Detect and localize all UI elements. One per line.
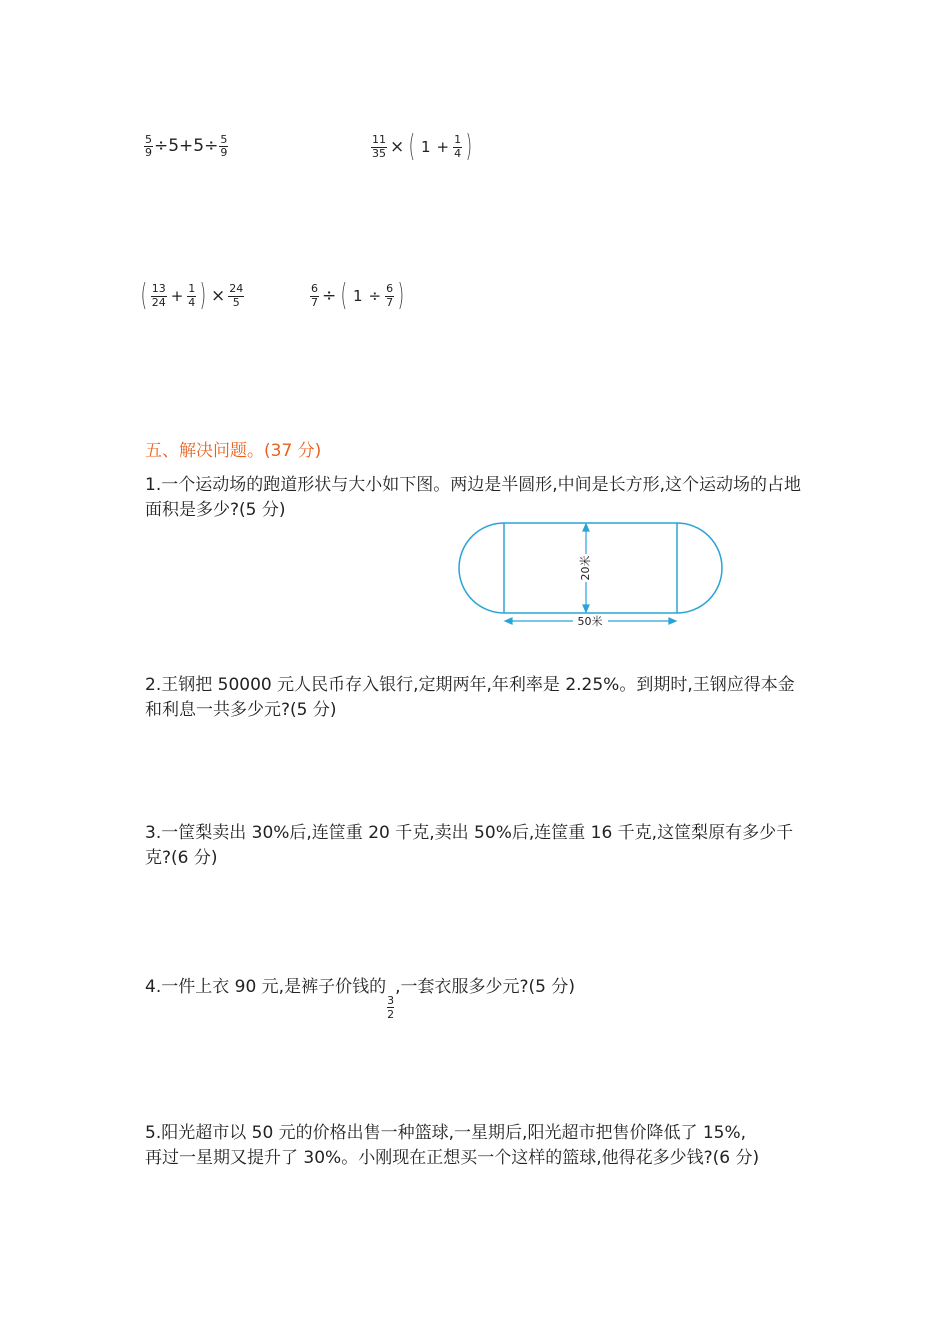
fraction: $\frac{6}{7}$	[311, 282, 318, 309]
track-diagram	[455, 518, 727, 632]
expression-text: ÷5+5÷	[154, 136, 219, 157]
arrow-head-left	[505, 618, 512, 624]
operator: ×	[390, 136, 405, 157]
right-paren: )	[397, 278, 405, 313]
operator: ×	[211, 285, 226, 306]
arrow-head-right	[669, 618, 676, 624]
fraction: $\frac{6}{7}$	[386, 282, 394, 309]
right-paren: )	[465, 129, 473, 164]
section-title: 五、解决问题。(37 分)	[145, 441, 322, 461]
fraction: $\frac{3}{2}$	[387, 994, 395, 1022]
arrow-head-down	[583, 605, 589, 612]
question-5	[145, 1121, 810, 1171]
question-4	[145, 975, 810, 1021]
question-3: 3.一筐梨卖出 30%后,连筐重 20 千克,卖出 50%后,连筐重 16 千克,这筐梨原有多少千克?(6 分)	[145, 823, 794, 868]
question-5-line-1: 5.阳光超市以 50 元的价格出售一种篮球,一星期后,阳光超市把售价降低了 15%,	[145, 1123, 747, 1143]
fraction: $\frac{1}{4}$	[454, 133, 462, 160]
question-5-line-2: 再过一星期又提升了 30%。小刚现在正想买一个这样的篮球,他得花多少钱?(6 分)	[145, 1148, 760, 1168]
right-paren: )	[199, 278, 207, 313]
operator: ÷	[368, 286, 382, 305]
fraction: $\frac{11}{35}$	[372, 133, 386, 160]
left-paren: (	[140, 278, 148, 313]
width-label: 50米	[577, 615, 603, 628]
fraction: $\frac{5}{9}$	[145, 133, 152, 160]
operator: ÷	[322, 285, 337, 306]
fraction: $\frac{24}{5}$	[229, 282, 244, 309]
arrow-head-up	[583, 524, 589, 531]
expression-3	[138, 278, 245, 313]
left-paren: (	[340, 278, 348, 313]
fraction: $\frac{13}{24}$	[151, 282, 166, 309]
question-2: 2.王钢把 50000 元人民币存入银行,定期两年,年利率是 2.25%。到期时,王钢应得本金和利息一共多少元?(5 分)	[145, 675, 795, 720]
operator: +	[170, 286, 184, 305]
question-1: 1.一个运动场的跑道形状与大小如下图。两边是半圆形,中间是长方形,这个运动场的占地面积是多少?(5 分)	[145, 475, 802, 520]
question-4-text-end: ,一套衣服多少元?(5 分)	[395, 977, 575, 997]
expression-1	[143, 134, 229, 159]
fraction: $\frac{5}{9}$	[220, 133, 228, 160]
question-4-text-start: 4.一件上衣 90 元,是裤子价钱的	[145, 977, 387, 997]
operator: +	[436, 137, 450, 156]
number: 1	[352, 286, 363, 305]
height-label: 20米	[579, 555, 592, 581]
expression-2	[370, 129, 475, 164]
number: 1	[420, 137, 431, 156]
expression-4	[309, 278, 407, 313]
fraction: $\frac{1}{4}$	[188, 282, 196, 309]
left-paren: (	[408, 129, 416, 164]
